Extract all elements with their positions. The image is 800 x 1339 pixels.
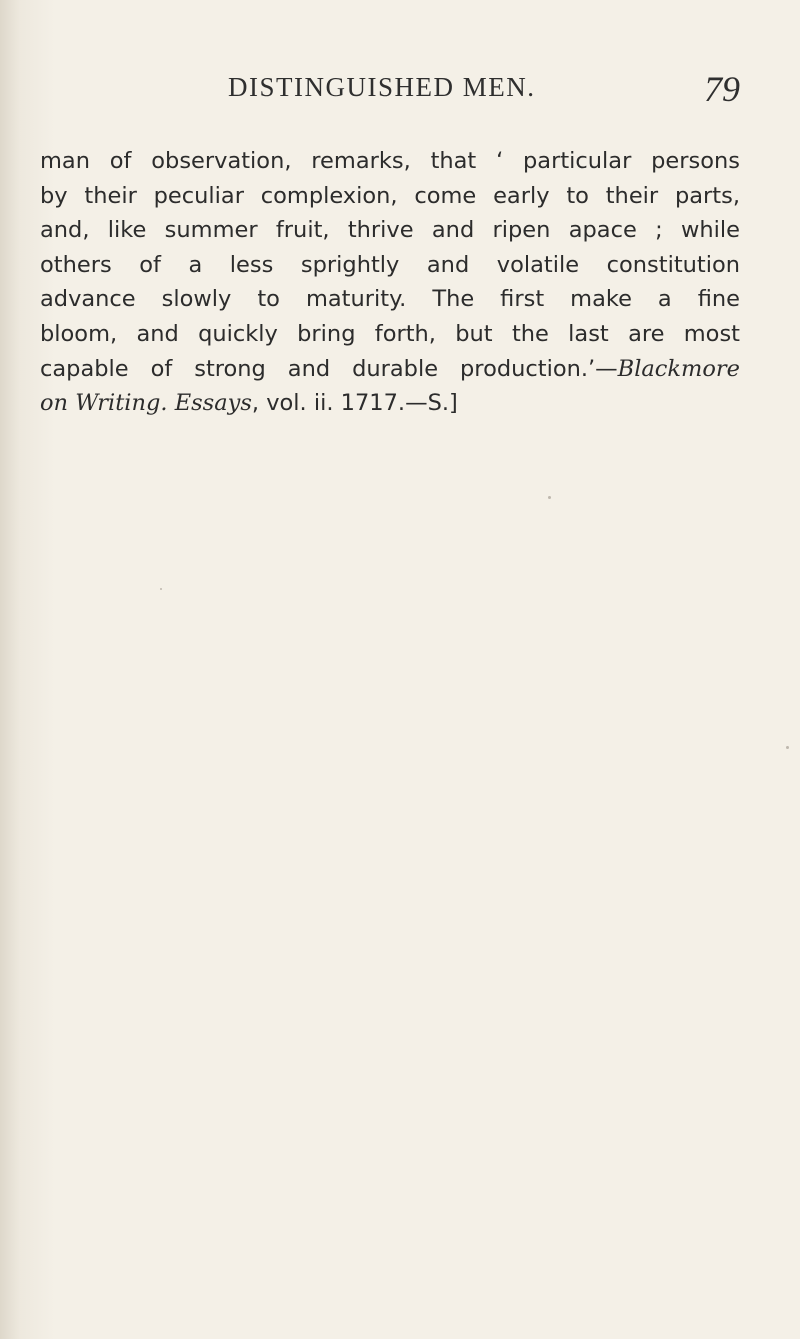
body-text [40,144,740,421]
text-line-7 [40,352,740,387]
paper-speck [548,496,551,499]
text-line-5: advance slowly to maturity. The first make a fine [40,286,740,313]
text-line-6: bloom, and quickly bring forth, but the last are most [40,320,740,347]
citation-author: Blackmore [617,355,740,382]
text-line-4: others of a less sprightly and volatile constitution [40,251,740,278]
paper-speck [160,588,162,590]
running-head: DISTINGUISHED MEN. [228,72,536,102]
text-line-8 [40,386,740,421]
quote-end: capable of strong and durable production.’— [40,355,618,382]
text-line-2: by their peculiar complexion, come early to their parts, [40,182,740,209]
citation-work: on Writing. [40,390,168,417]
citation-details: , vol. ii. 1717.—S.] [251,390,458,417]
paper-speck [786,746,789,749]
text-line-1: man of observation, remarks, that ‘ particular persons [40,148,740,174]
citation-essays: Essays [174,390,252,417]
page-header [0,69,800,112]
text-line-3: and, like summer fruit, thrive and ripen apace ; while [40,217,740,244]
page-number: 79 [704,69,740,109]
